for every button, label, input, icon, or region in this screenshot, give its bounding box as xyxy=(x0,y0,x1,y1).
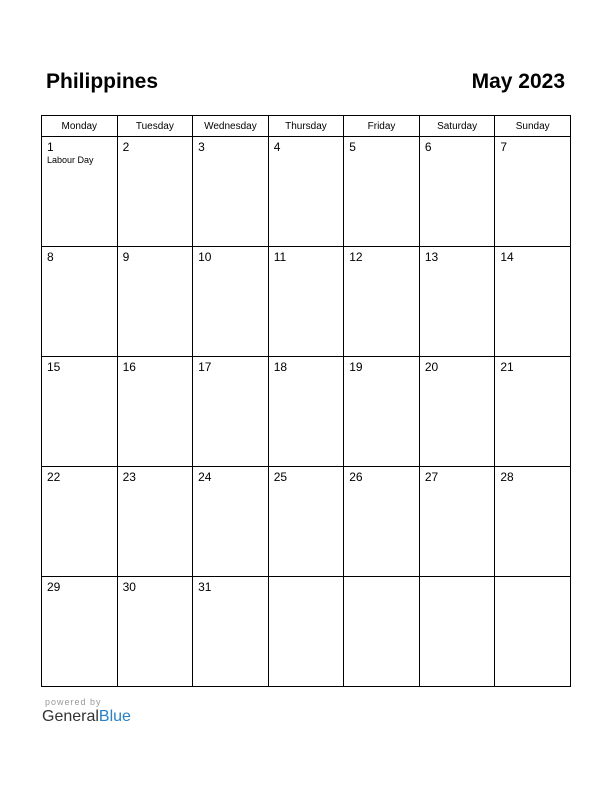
day-cell xyxy=(268,137,344,247)
generalblue-logo[interactable] xyxy=(42,708,131,726)
day-number xyxy=(269,577,344,581)
day-cell xyxy=(344,247,420,357)
day-number: 4 xyxy=(273,140,281,154)
day-cell-empty xyxy=(268,577,344,687)
day-cell-empty xyxy=(419,577,495,687)
week-row-2 xyxy=(42,247,571,357)
day-number: 1 xyxy=(47,140,54,154)
day-number: 13 xyxy=(424,250,439,264)
day-number: 22 xyxy=(47,470,61,484)
day-cell xyxy=(419,357,495,467)
day-cell xyxy=(117,137,193,247)
month-year-title: May 2023 xyxy=(471,70,565,93)
day-number: 27 xyxy=(424,470,439,484)
day-number xyxy=(344,577,419,581)
day-number: 17 xyxy=(198,360,212,374)
day-number: 26 xyxy=(349,470,363,484)
day-cell xyxy=(419,137,495,247)
day-number: 14 xyxy=(500,250,514,264)
day-number: 12 xyxy=(349,250,363,264)
day-cell xyxy=(495,467,571,577)
holiday-label: Labour Day xyxy=(47,155,94,165)
day-cell xyxy=(419,247,495,357)
day-number: 9 xyxy=(122,250,130,264)
day-cell-empty xyxy=(495,577,571,687)
week-row-4 xyxy=(42,467,571,577)
day-number xyxy=(420,577,495,581)
week-row-5 xyxy=(42,577,571,687)
day-number: 3 xyxy=(198,140,205,154)
day-cell xyxy=(495,247,571,357)
day-number: 5 xyxy=(349,140,356,154)
footer-branding xyxy=(42,697,131,726)
day-number: 7 xyxy=(500,140,508,154)
day-number: 2 xyxy=(122,140,130,154)
day-cell xyxy=(117,247,193,357)
day-number: 31 xyxy=(198,580,212,594)
brand-general-text: General xyxy=(42,708,99,725)
day-number: 19 xyxy=(349,360,363,374)
day-number xyxy=(495,577,570,581)
day-cell xyxy=(268,467,344,577)
day-cell xyxy=(117,467,193,577)
weekday-monday: Monday xyxy=(42,116,118,137)
day-number: 24 xyxy=(198,470,212,484)
day-number: 28 xyxy=(500,470,514,484)
powered-by-label: powered by xyxy=(45,697,102,707)
day-number: 23 xyxy=(122,470,136,484)
day-cell xyxy=(42,137,118,247)
day-cell xyxy=(42,357,118,467)
day-cell xyxy=(193,247,269,357)
weekday-sunday: Sunday xyxy=(495,116,571,137)
day-cell xyxy=(193,467,269,577)
day-cell xyxy=(344,137,420,247)
day-cell xyxy=(344,467,420,577)
week-row-3 xyxy=(42,357,571,467)
day-cell-empty xyxy=(344,577,420,687)
weekday-thursday: Thursday xyxy=(268,116,344,137)
weekday-header-row xyxy=(42,116,571,137)
day-number: 25 xyxy=(273,470,288,484)
day-cell xyxy=(193,357,269,467)
day-number: 15 xyxy=(47,360,61,374)
week-row-1 xyxy=(42,137,571,247)
day-cell xyxy=(193,577,269,687)
weekday-saturday: Saturday xyxy=(419,116,495,137)
calendar-header xyxy=(46,70,565,98)
day-cell xyxy=(344,357,420,467)
day-cell xyxy=(42,467,118,577)
day-cell xyxy=(117,577,193,687)
day-cell xyxy=(495,357,571,467)
day-cell xyxy=(193,137,269,247)
day-cell xyxy=(495,137,571,247)
brand-blue-text: Blue xyxy=(98,708,131,725)
day-number: 6 xyxy=(424,140,432,154)
day-number: 29 xyxy=(47,580,61,594)
day-number: 30 xyxy=(122,580,136,594)
day-number: 8 xyxy=(47,250,54,264)
day-cell xyxy=(117,357,193,467)
weekday-wednesday: Wednesday xyxy=(193,116,269,137)
day-cell xyxy=(419,467,495,577)
calendar-grid xyxy=(41,115,571,687)
day-cell xyxy=(268,247,344,357)
day-number: 11 xyxy=(273,250,287,264)
day-cell xyxy=(42,247,118,357)
day-number: 21 xyxy=(500,360,514,374)
day-number: 16 xyxy=(122,360,136,374)
country-title: Philippines xyxy=(46,70,159,93)
day-cell xyxy=(42,577,118,687)
weekday-friday: Friday xyxy=(344,116,420,137)
day-number: 20 xyxy=(424,360,439,374)
day-cell xyxy=(268,357,344,467)
day-number: 18 xyxy=(273,360,288,374)
weekday-tuesday: Tuesday xyxy=(117,116,193,137)
day-number: 10 xyxy=(198,250,212,264)
